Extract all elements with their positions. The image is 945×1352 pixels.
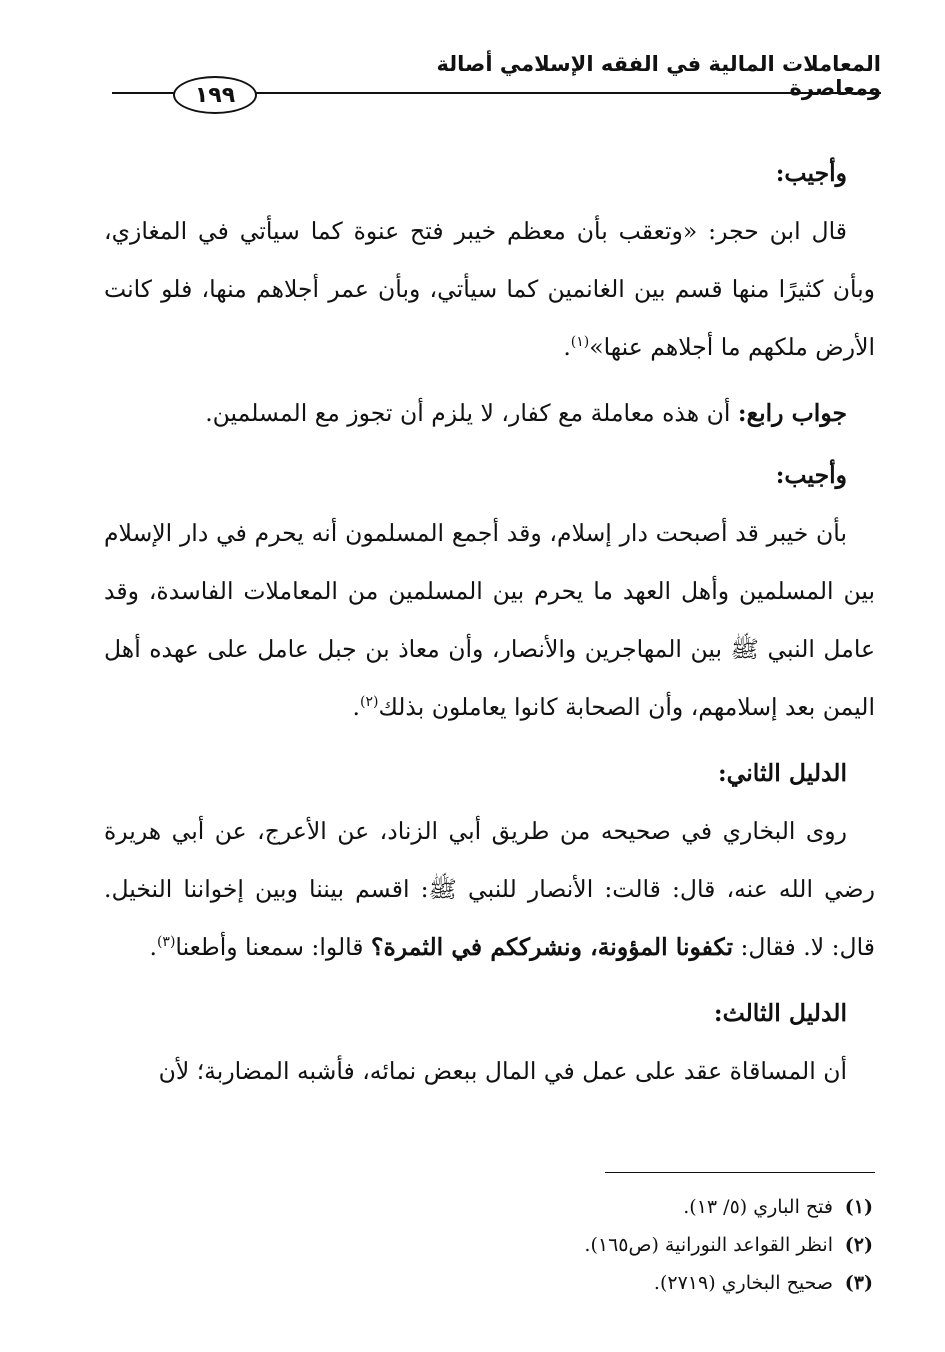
footnote [300, 1226, 873, 1264]
footnotes [300, 1188, 873, 1302]
paragraph-khaybar: بأن خيبر قد أصبحت دار إسلام، وقد أجمع المسلمون أنه يحرم في دار الإسلام بين المسلمين وأهل العهد ما يحرم بين المسلمين من المعاملات الفاسدة، وقد عامل النبي ﷺ بين المهاجرين والأنصار، وأن معاذ بن جبل عامل على عهده أهل اليمن بعد إسلامهم، وأن الصحابة كانوا يعاملون بذلك$^{(٢)}$. [104, 519, 875, 721]
paragraph-text: روى البخاري في صحيحه من طريق أبي الزناد، عن الأعرج، عن أبي هريرة رضي الله عنه، قال: قالت: الأنصار للنبي ﷺ: اقسم بيننا وبين إخواننا النخيل. قال: لا. فقال: [104, 817, 875, 961]
footnote-number: (٣) [844, 1272, 873, 1294]
body-text [104, 140, 875, 1100]
footnote-ref-2: (٢) [360, 694, 379, 711]
footnote-ref-3: (٣) [156, 934, 176, 951]
paragraph-fourth-answer [104, 384, 875, 442]
paragraph-text: بأن خيبر قد أصبحت دار إسلام، وقد أجمع المسلمون أنه يحرم في دار الإسلام بين المسلمين وأهل العهد ما يحرم بين المسلمين من المعاملات الفاسدة، وقد عامل النبي ﷺ بين المهاجرين والأنصار، وأن معاذ بن جبل عامل على عهده أهل اليمن بعد إسلامهم، وأن الصحابة كانوا يعاملون بذلك [104, 519, 875, 721]
footnote [300, 1264, 873, 1302]
answer-heading-1: وأجيب: [775, 159, 847, 187]
running-title: المعاملات المالية في الفقه الإسلامي أصالة ومعاصرة [436, 52, 881, 100]
hadith-quote: تكفونا المؤونة، ونشرككم في الثمرة؟ [371, 933, 734, 961]
footnote-text: صحيح البخاري (٢٧١٩). [653, 1272, 833, 1294]
third-evidence-heading: الدليل الثالث: [713, 999, 847, 1027]
paragraph-musaqah: أن المساقاة عقد على عمل في المال ببعض نمائه، فأشبه المضاربة؛ لأن [158, 1057, 847, 1085]
paragraph-text: قال ابن حجر: «وتعقب بأن معظم خيبر فتح عنوة كما سيأتي في المغازي، وبأن كثيرًا منها قسم بين الغانمين كما سيأتي، وبأن عمر أجلاهم منها، فلو كانت الأرض ملكهم ما أجلاهم عنها» [104, 217, 875, 361]
page-number: ١٩٩ [173, 76, 257, 114]
answer-heading-2: وأجيب: [775, 461, 847, 489]
footnote-rule [605, 1172, 875, 1173]
footnote-number: (٢) [844, 1234, 873, 1256]
paragraph-text: أن هذه معاملة مع كفار، لا يلزم أن تجوز مع المسلمين. [205, 399, 731, 427]
footnote [300, 1188, 873, 1226]
footnote-text: انظر القواعد النورانية (ص١٦٥). [584, 1234, 833, 1256]
paragraph-bukhari: روى البخاري في صحيحه من طريق أبي الزناد، عن الأعرج، عن أبي هريرة رضي الله عنه، قال: قالت: الأنصار للنبي ﷺ: اقسم بيننا وبين إخواننا النخيل. قال: لا. فقال: تكفونا المؤونة، ونشرككم في الثمرة؟ قالوا: سمعنا وأطعنا$^{(٣)}$. [104, 817, 875, 961]
footnote-ref-1: (١) [570, 334, 590, 351]
footnote-number: (١) [844, 1196, 873, 1218]
second-evidence-heading: الدليل الثاني: [718, 759, 847, 787]
paragraph-ibn-hajar: قال ابن حجر: «وتعقب بأن معظم خيبر فتح عنوة كما سيأتي في المغازي، وبأن كثيرًا منها قسم بين الغانمين كما سيأتي، وبأن عمر أجلاهم منها، فلو كانت الأرض ملكهم ما أجلاهم عنها»$^{(١)}$. [104, 217, 875, 361]
footnote-text: فتح الباري (٥/ ١٣). [683, 1196, 833, 1218]
fourth-answer-label: جواب رابع: [737, 399, 847, 427]
paragraph-text: قالوا: سمعنا وأطعنا [175, 933, 372, 961]
